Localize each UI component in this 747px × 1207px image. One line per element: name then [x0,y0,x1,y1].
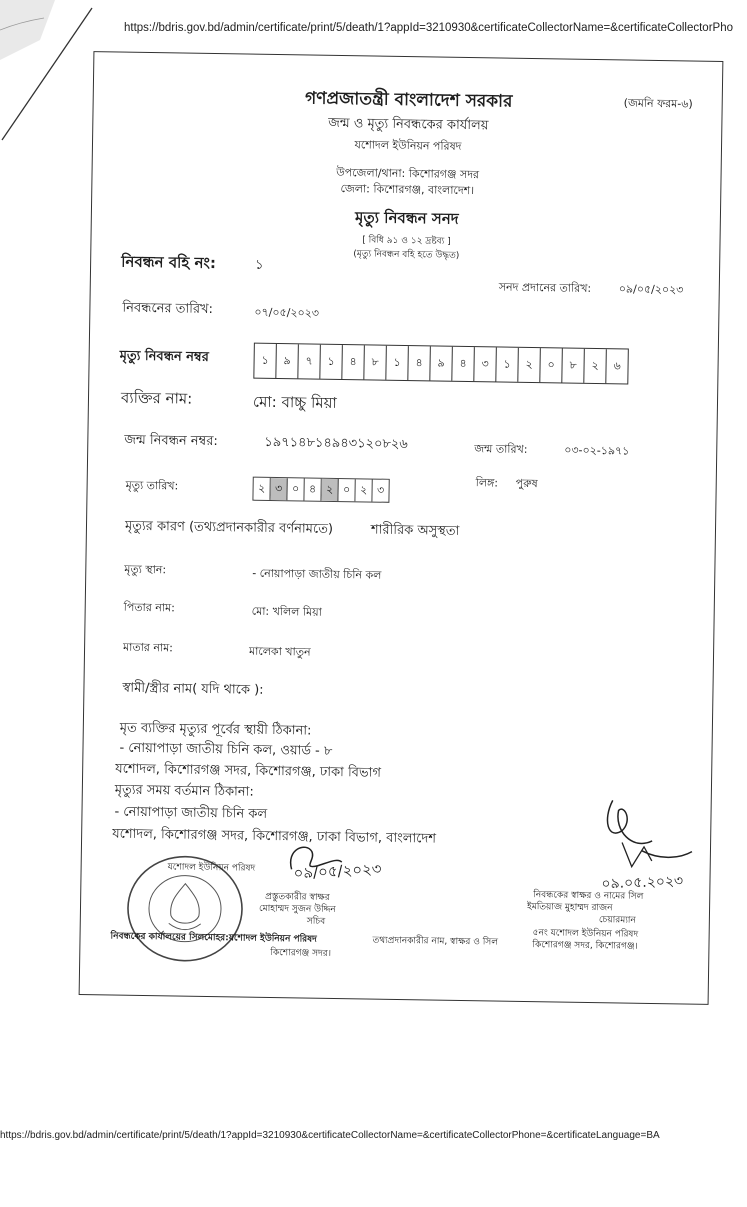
cause-value: শারীরিক অসুস্থতা [370,522,460,539]
current-address-line2: যশোদল, কিশোরগঞ্জ সদর, কিশোরগঞ্জ, ঢাকা বিভাগ, বাংলাদেশ [112,826,437,847]
left-signature-role: প্রস্তুতকারীর স্বাক্ষর [265,891,330,903]
death-date-digit: ৩ [270,478,287,500]
death-reg-digit: ৩ [474,347,497,381]
register-book-value: ১ [254,257,264,273]
upazila-line: উপজেলা/থানা: কিশোরগঞ্জ সদর [336,165,480,182]
death-date-label: মৃত্যু তারিখ: [125,478,179,493]
father-name-value: মো: খলিল মিয়া [251,604,322,619]
paper-edge-artifact [0,0,96,150]
extract-note: (মৃত্যু নিবন্ধন বহি হতে উদ্ধৃত) [353,249,460,261]
footer-upazila: কিশোরগঞ্জ সদর। [270,948,332,959]
right-signature-scribble [591,790,702,882]
union-name: যশোদল ইউনিয়ন পরিষদ [354,138,462,153]
death-reg-digit: ৯ [430,346,453,380]
death-place-label: মৃত্যু স্থান: [124,562,167,577]
death-reg-digit: ৬ [613,358,621,372]
death-date-digit: ২ [355,479,372,501]
death-reg-no-label: মৃত্যু নিবন্ধন নম্বর [119,348,209,365]
form-number: (জমনি ফরম-৬) [623,96,693,111]
person-name-label: ব্যক্তির নাম: [120,388,193,408]
issue-date-label: সনদ প্রদানের তারিখ: [498,280,592,295]
death-reg-digit: ২ [584,349,607,383]
footer-informant-line: তথ্যপ্রদানকারীর নাম, স্বাক্ষর ও সিল [372,935,499,948]
death-reg-digit: ১ [386,346,409,380]
certificate-sheet [79,51,724,1005]
death-date-digit: ৪ [304,478,321,500]
birth-reg-no-label: জন্ম নিবন্ধন নম্বর: [124,432,218,450]
current-address-label: মৃত্যুর সময় বর্তমান ঠিকানা: [114,782,254,800]
mother-name-label: মাতার নাম: [122,640,174,655]
death-reg-digit: ৪ [342,345,365,379]
right-signature-name: ইমতিয়াজ মুহাম্মদ রাজন [526,902,613,914]
permanent-address-line1: - নোয়াপাড়া জাতীয় চিনি কল, ওয়ার্ড - ৮ [119,740,333,759]
registration-date-value: ০৭/০৫/২০২৩ [254,305,320,320]
cause-label: মৃত্যুর কারণ (তথ্যপ্রদানকারীর বর্ণনামতে) [124,518,334,537]
mother-name-value: মালেকা খাতুন [248,644,311,659]
death-place-value: - নোয়াপাড়া জাতীয় চিনি কল [252,566,382,582]
browser-url-header: https://bdris.gov.bd/admin/certificate/print/5/death/1?appId=3210930&certificateCollectorName=&certificateCollectorPho [124,22,733,34]
footer-seal-line: নিবন্ধকের কার্যালয়ের সিলমোহর:যশোদল ইউনিয়ন পরিষদ [110,931,317,945]
death-reg-digit: ৪ [408,346,431,380]
current-address-line1: - নোয়াপাড়া জাতীয় চিনি কল [114,804,268,822]
register-book-label: নিবন্ধন বহি নং: [121,252,217,273]
death-reg-digit: ৮ [562,349,585,383]
death-reg-digit: ১ [254,344,277,378]
death-date-digit: ২ [321,479,338,501]
right-signature-role: নিবন্ধকের স্বাক্ষর ও নামের সিল [533,890,644,902]
death-reg-digit: ৭ [298,344,321,378]
browser-url-footer: https://bdris.gov.bd/admin/certificate/print/5/death/1?appId=3210930&certificateCollectorName=&certificateCollectorPhone=&certificateLanguage=BA [0,1130,660,1141]
death-reg-digit: ৯ [276,344,299,378]
left-signature-name: মোহাম্মদ সুজন উদ্দিন [258,903,336,916]
death-date-digit: ২ [253,478,270,500]
sex-value: পুরুষ [515,476,538,491]
death-date-boxes [252,477,389,503]
birth-reg-no-value: ১৯৭১৪৮১৪৯৪৩১২০৮২৬ [264,434,408,453]
left-signature-date: ০৯/০৫/২০২৩ [293,859,383,883]
right-signature-org: ৫নং যশোদল ইউনিয়ন পরিষদ [532,928,639,940]
certificate-title: মৃত্যু নিবন্ধন সনদ [354,208,459,228]
government-title: গণপ্রজাতন্ত্রী বাংলাদেশ সরকার [304,88,513,112]
person-name-value: মো: বাচ্চু মিয়া [252,392,338,412]
rule-reference: [ বিধি ৯১ ও ১২ দ্রষ্টব্য ] [362,235,451,247]
death-reg-digit: ১ [320,345,343,379]
death-reg-digit: ২ [518,348,541,382]
district-line: জেলা: কিশোরগঞ্জ, বাংলাদেশ। [340,182,475,198]
issue-date-value: ০৯/০৫/২০২৩ [618,282,684,297]
sex-label: লিঙ্গ: [475,476,499,490]
permanent-address-label: মৃত ব্যক্তির মৃত্যুর পূর্বের স্থায়ী ঠিকানা: [119,720,312,739]
death-reg-digit: ১ [496,347,519,381]
death-date-digit: ০ [338,479,355,501]
permanent-address-line2: যশোদল, কিশোরগঞ্জ সদর, কিশোরগঞ্জ, ঢাকা বিভাগ [115,761,382,781]
death-date-digit: ০ [287,478,304,500]
office-name: জন্ম ও মৃত্যু নিবন্ধকের কার্যালয় [328,115,489,134]
death-reg-digit: ৪ [452,347,475,381]
death-reg-no-boxes [253,343,629,385]
death-date-digit: ৩ [376,483,385,497]
father-name-label: পিতার নাম: [123,600,176,615]
death-reg-digit: ০ [540,348,563,382]
birth-date-value: ০৩-০২-১৯৭১ [564,443,630,458]
right-signature-title: চেয়ারম্যান [598,915,636,926]
seal-text: যশোদল ইউনিয়ন পরিষদ [167,862,256,874]
spouse-name-label: স্বামী/স্ত্রীর নাম( যদি থাকে ): [122,680,264,698]
left-signature-title: সচিব [306,916,326,927]
right-signature-date: ০৯.০৫.২০২৩ [601,873,684,893]
death-reg-digit: ৮ [364,345,387,379]
right-signature-place: কিশোরগঞ্জ সদর, কিশোরগঞ্জ। [532,940,638,952]
birth-date-label: জন্ম তারিখ: [474,442,528,456]
registration-date-label: নিবন্ধনের তারিখ: [122,300,214,318]
